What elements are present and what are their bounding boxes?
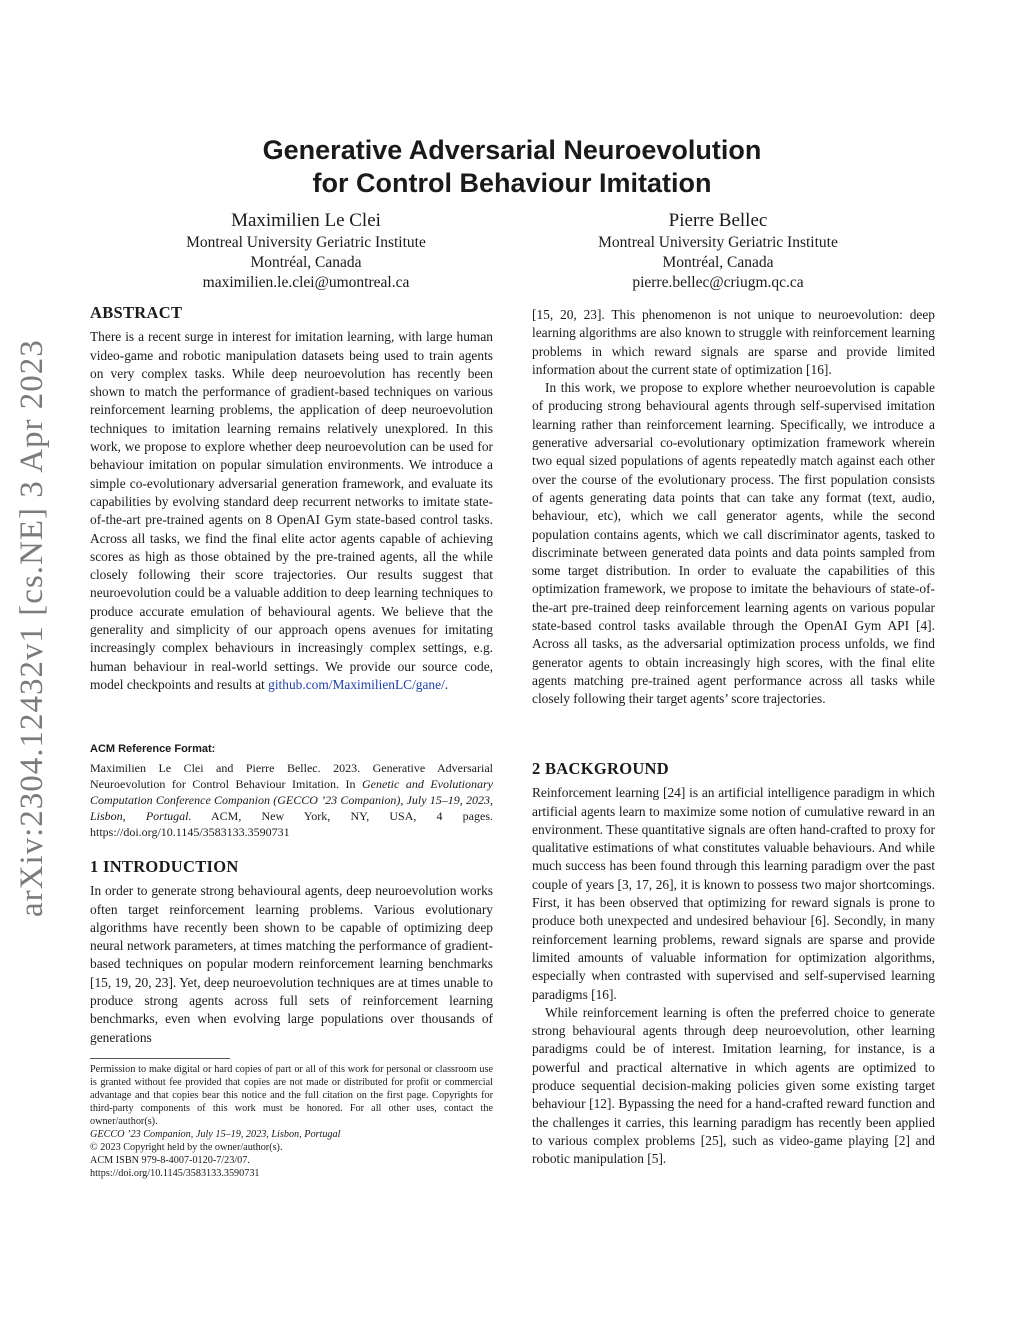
title-line-2: for Control Behaviour Imitation (312, 168, 712, 198)
background-paragraph-2: While reinforcement learning is often the preferred choice to generate strong behavioural agents through deep neuroevolution, other learning paradigms could be of interest. Imitation learning, for instance, is a powerful and practical alternative in which agents are optimized to produce sequential decision-making policies given some existing target behaviour [12]. Bypassing the need for a hand-crafted reward function and the challenges it carries, this learning paradigm has recently been applied to various complex problems [25], such as video-game playing [2] and robotic manipulation [5]. (532, 1004, 935, 1167)
intro-text: In order to generate strong behavioural agents, deep neuroevolution works often target reinforcement learning problems. Various evolutionary algorithms have recently been shown to be capable of optimizing deep neural network parameters, at times matching the performance of gradient-based techniques on popular modern reinforcement learning benchmarks [15, 19, 20, 23]. Yet, deep neuroevolution techniques are at times unable to produce strong agents across full sets of reinforcement learning benchmarks, even when evolving large populations over thousands of generations (90, 883, 493, 1045)
right-column (532, 306, 935, 709)
github-link[interactable]: github.com/MaximilienLC/gane/ (268, 676, 445, 692)
permission-text: Permission to make digital or hard copies of part or all of this work for personal or classroom use is granted without fee provided that copies are not made or distributed for profit or commercial advantage and that copies bear this notice and the full citation on the first page. Copyrights for third-party components of this work must be honored. For all other uses, contact the owner/author(s). (90, 1064, 493, 1127)
background-heading: 2 BACKGROUND (532, 759, 669, 778)
author-location: Montréal, Canada (250, 254, 362, 271)
footnote-venue: GECCO ’23 Companion, July 15–19, 2023, Lisbon, Portugal (90, 1129, 341, 1140)
arxiv-sidebar-stamp: arXiv:2304.12432v1 [cs.NE] 3 Apr 2023 (14, 339, 50, 917)
author-affiliation: Montreal University Geriatric Institute (598, 234, 838, 251)
footnote-block (90, 1058, 493, 1180)
background-section (532, 760, 935, 1169)
background-paragraph-1: Reinforcement learning [24] is an artificial intelligence paradigm in which artificial agents learn to maximize some notion of cumulative reward in an environment. These quantitative signals are often hand-crafted to proxy for qualitative estimations of what constitutes valuable behaviours. And while much success has been found through this learning paradigm over the past couple of years [3, 17, 26], it is known to possess two major shortcomings. First, it has been observed that optimizing for reward signals is prone to produce both unexpected and undesired behaviour [6]. Secondly, in many reinforcement learning problems, reward signals are sparse and provide limited amounts of valuable information for optimization algorithms, especially when contrasted with supervised and self-supervised learning paradigms [16]. (532, 785, 935, 1002)
author-name: Maximilien Le Clei (231, 210, 381, 231)
introduction-section (90, 858, 493, 1047)
acm-reference-section (90, 740, 493, 840)
acm-ref-heading: ACM Reference Format: (90, 743, 216, 755)
intro-heading: 1 INTRODUCTION (90, 857, 239, 876)
author-name: Pierre Bellec (668, 210, 768, 231)
continued-paragraph: [15, 20, 23]. This phenomenon is not unique to neuroevolution: deep learning algorithms are also known to struggle with reinforcement learning problems in which reward signals are sparse and provide limited information about the current state of optimization [16]. (532, 307, 935, 377)
footnote-isbn: ACM ISBN 979-8-4007-0120-7/23/07. (90, 1155, 250, 1166)
abstract-text: There is a recent surge in interest for imitation learning, with large human video-game and robotic manipulation datasets being used to train agents on very complex tasks. While deep neuroevolution has recently been shown to match the performance of gradient-based techniques on various reinforcement learning problems, the application of deep neuroevolution techniques to imitation learning remains relatively unexplored. In this work, we propose to explore whether deep neuroevolution can be used for behaviour imitation on popular simulation environments. We introduce a simple co-evolutionary adversarial generation framework, and evaluate its capabilities by evolving standard deep recurrent networks to imitate state-of-the-art pre-trained agents on 8 OpenAI Gym state-based control tasks. Across all tasks, we find the final elite actor agents capable of achieving scores as high as those obtained by the pre-trained agents, all the while closely following their score trajectories. Our results suggest that neuroevolution could be a valuable addition to deep learning techniques to produce accurate emulation of behavioural agents. We believe that the generality and simplicity of our approach opens avenues for imitating increasingly complex behaviours in increasingly complex settings, e.g. human behaviour in real-world settings. We provide our source code, model checkpoints and results at github.com/MaximilienLC/gane/. (90, 329, 493, 692)
title-line-1: Generative Adversarial Neuroevolution (262, 135, 762, 165)
footnote-copyright: © 2023 Copyright held by the owner/author(s). (90, 1142, 283, 1153)
acm-ref-text: Maximilien Le Clei and Pierre Bellec. 2023. Generative Adversarial Neuroevolution for Control Behaviour Imitation. In Genetic and Evolutionary Computation Conference Companion (GECCO ’23 Companion), July 15–19, 2023, Lisbon, Portugal. ACM, New York, NY, USA, 4 pages. https://doi.org/10.1145/3583133.3590731 (90, 761, 494, 840)
author-affiliation: Montreal University Geriatric Institute (186, 234, 426, 251)
paper-title (0, 134, 1024, 200)
footnote-rule (90, 1058, 230, 1059)
author-block-1 (106, 208, 506, 293)
abstract-section (90, 304, 493, 694)
author-block-2 (518, 208, 918, 293)
author-email: maximilien.le.clei@umontreal.ca (202, 274, 410, 291)
abstract-heading: ABSTRACT (90, 303, 183, 322)
author-email: pierre.bellec@criugm.qc.ca (632, 274, 804, 291)
footnote-doi: https://doi.org/10.1145/3583133.3590731 (90, 1168, 260, 1179)
proposal-paragraph: In this work, we propose to explore whether neuroevolution is capable of producing strong behavioural agents through self-supervised imitation learning rather than reinforcement learning. Specifically, we introduce a generative adversarial co-evolutionary optimization framework wherein two equal sized populations of agents repeatedly match against each other over the course of the evolutionary process. The first population consists of agents generating data points that can take any format (text, audio, behaviour, etc), which we call generator agents, while the second population contains agents, which we call discriminator agents, tasked to discriminate between generated data points and data points sampled from some target distribution. In order to evaluate the capabilities of this optimization framework, we propose to imitate the behaviours of state-of-the-art pre-trained deep reinforcement learning agents on various popular state-based control tasks available through the OpenAI Gym API [4]. Across all tasks, as the adversarial optimization process unfolds, we find generator agents to obtain increasingly high scores, with the final elite agents matching pre-trained agent performance across all tasks while closely following their target agents’ score trajectories. (532, 380, 935, 707)
author-location: Montréal, Canada (662, 254, 774, 271)
